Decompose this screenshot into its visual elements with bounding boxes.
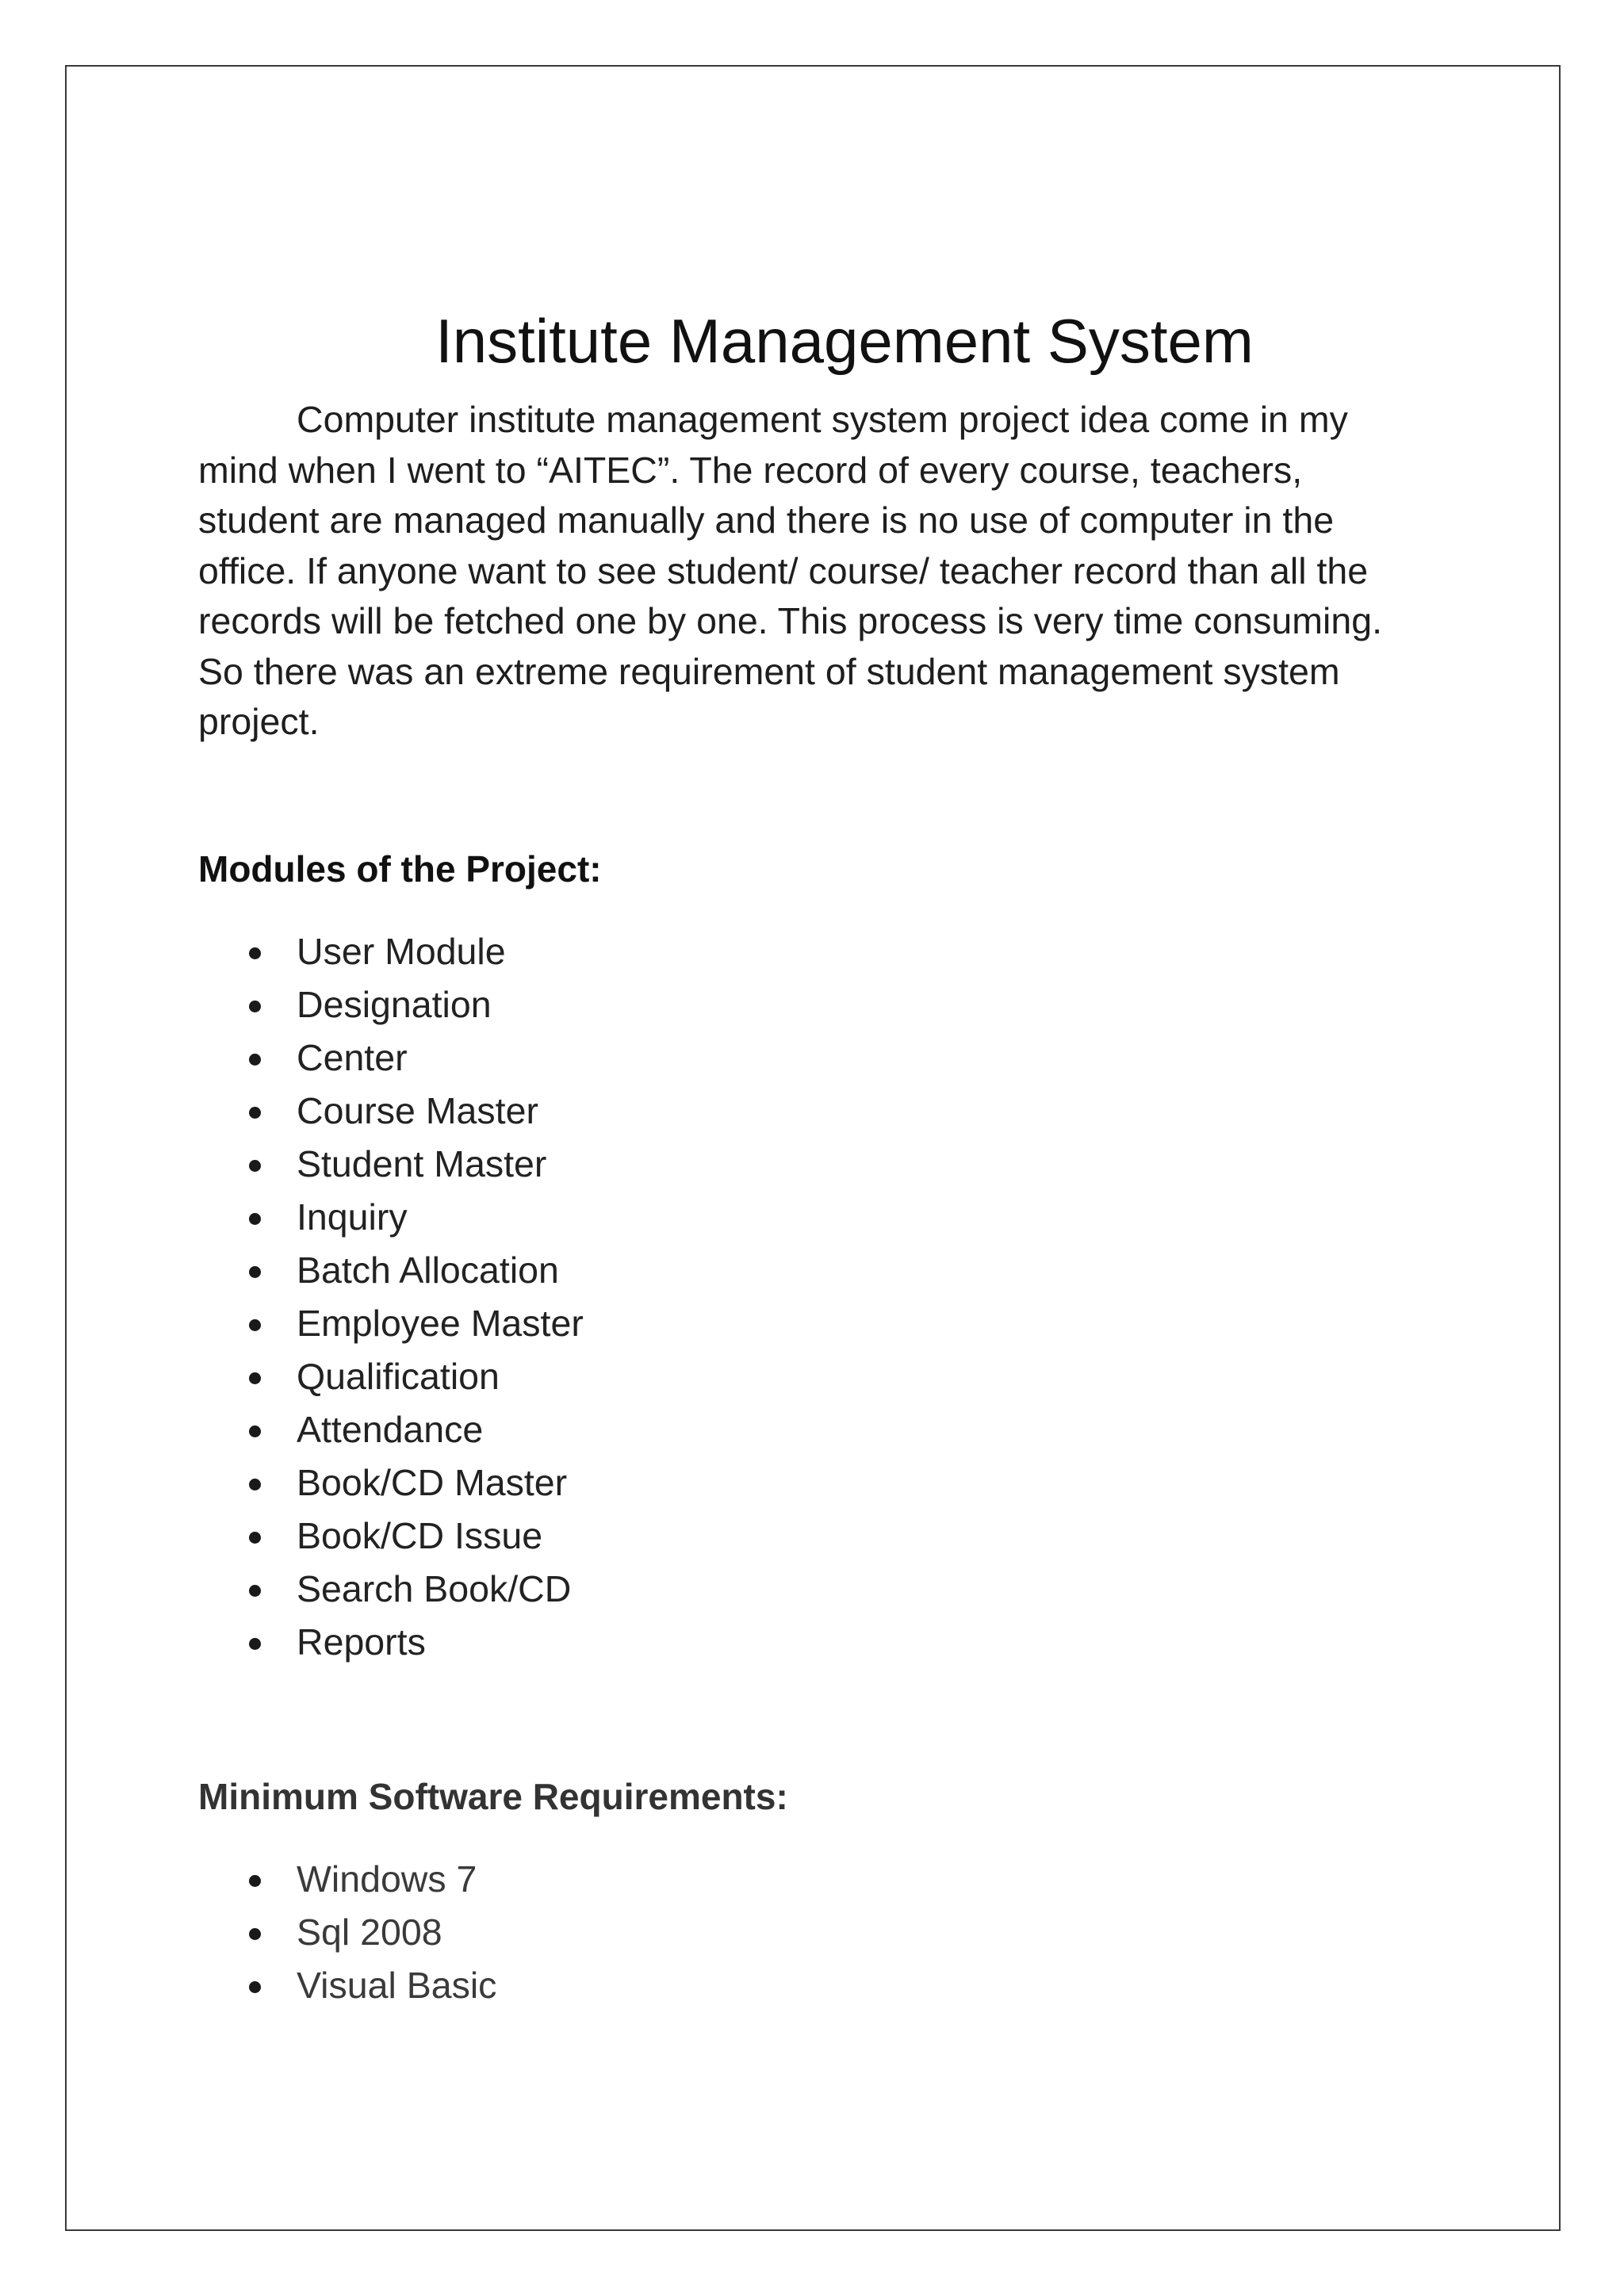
modules-heading: Modules of the Project: [198, 848, 602, 890]
list-item-label: Inquiry [297, 1196, 408, 1238]
bullet-dot-icon [249, 1372, 261, 1384]
bullet-dot-icon [249, 1054, 261, 1066]
list-item [198, 925, 1451, 978]
list-item-label: Book/CD Issue [297, 1514, 543, 1556]
document-content [198, 301, 1451, 2012]
list-item [198, 1138, 1451, 1191]
bullet-dot-icon [249, 1319, 261, 1331]
bullet-dot-icon [249, 1585, 261, 1597]
bullet-dot-icon [249, 1001, 261, 1012]
list-item [198, 1297, 1451, 1350]
list-item [198, 1031, 1451, 1085]
list-item-label: Employee Master [297, 1302, 584, 1344]
bullet-dot-icon [249, 1638, 261, 1650]
intro-paragraph: Computer institute management system project idea come in my mind when I went to “AITEC”. The record of every course, teachers, student are managed manually and there is no use of computer in the office. If anyone want to see student/ course/ teacher record than all the records will be fetched one by one. This process is very time consuming. So there was an extreme requirement of student management system project. [198, 399, 1382, 742]
bullet-dot-icon [249, 1479, 261, 1490]
bullet-dot-icon [249, 1875, 261, 1887]
software-requirements-list [198, 1853, 1451, 2012]
list-item [198, 1350, 1451, 1403]
list-item-label: Qualification [297, 1355, 500, 1397]
bullet-dot-icon [249, 947, 261, 959]
list-item-label: User Module [297, 930, 506, 972]
list-item [198, 1563, 1451, 1616]
list-item-label: Sql 2008 [297, 1911, 442, 1953]
list-item [198, 1191, 1451, 1244]
list-item [198, 1853, 1451, 1906]
list-item [198, 1403, 1451, 1456]
list-item-label: Batch Allocation [297, 1249, 559, 1291]
modules-list [198, 925, 1451, 1669]
list-item-label: Designation [297, 983, 492, 1025]
bullet-dot-icon [249, 1107, 261, 1119]
bullet-dot-icon [249, 1981, 261, 1993]
bullet-dot-icon [249, 1160, 261, 1172]
list-item [198, 1085, 1451, 1138]
list-item-label: Attendance [297, 1408, 484, 1450]
list-item-label: Course Master [297, 1089, 538, 1131]
list-item [198, 1510, 1451, 1563]
bullet-dot-icon [249, 1213, 261, 1225]
list-item [198, 1906, 1451, 1959]
list-item-label: Book/CD Master [297, 1461, 568, 1503]
bullet-dot-icon [249, 1928, 261, 1940]
bullet-dot-icon [249, 1425, 261, 1437]
bullet-dot-icon [249, 1532, 261, 1544]
list-item-label: Visual Basic [297, 1964, 497, 2006]
list-item [198, 978, 1451, 1031]
list-item-label: Reports [297, 1621, 426, 1663]
software-requirements-heading: Minimum Software Requirements: [198, 1775, 788, 1817]
document-title: Institute Management System [435, 306, 1254, 376]
list-item-label: Windows 7 [297, 1858, 477, 1900]
list-item-label: Center [297, 1036, 408, 1078]
list-item [198, 1616, 1451, 1669]
list-item [198, 1456, 1451, 1510]
list-item-label: Search Book/CD [297, 1567, 572, 1609]
bullet-dot-icon [249, 1266, 261, 1278]
list-item [198, 1959, 1451, 2012]
list-item [198, 1244, 1451, 1297]
list-item-label: Student Master [297, 1142, 547, 1184]
